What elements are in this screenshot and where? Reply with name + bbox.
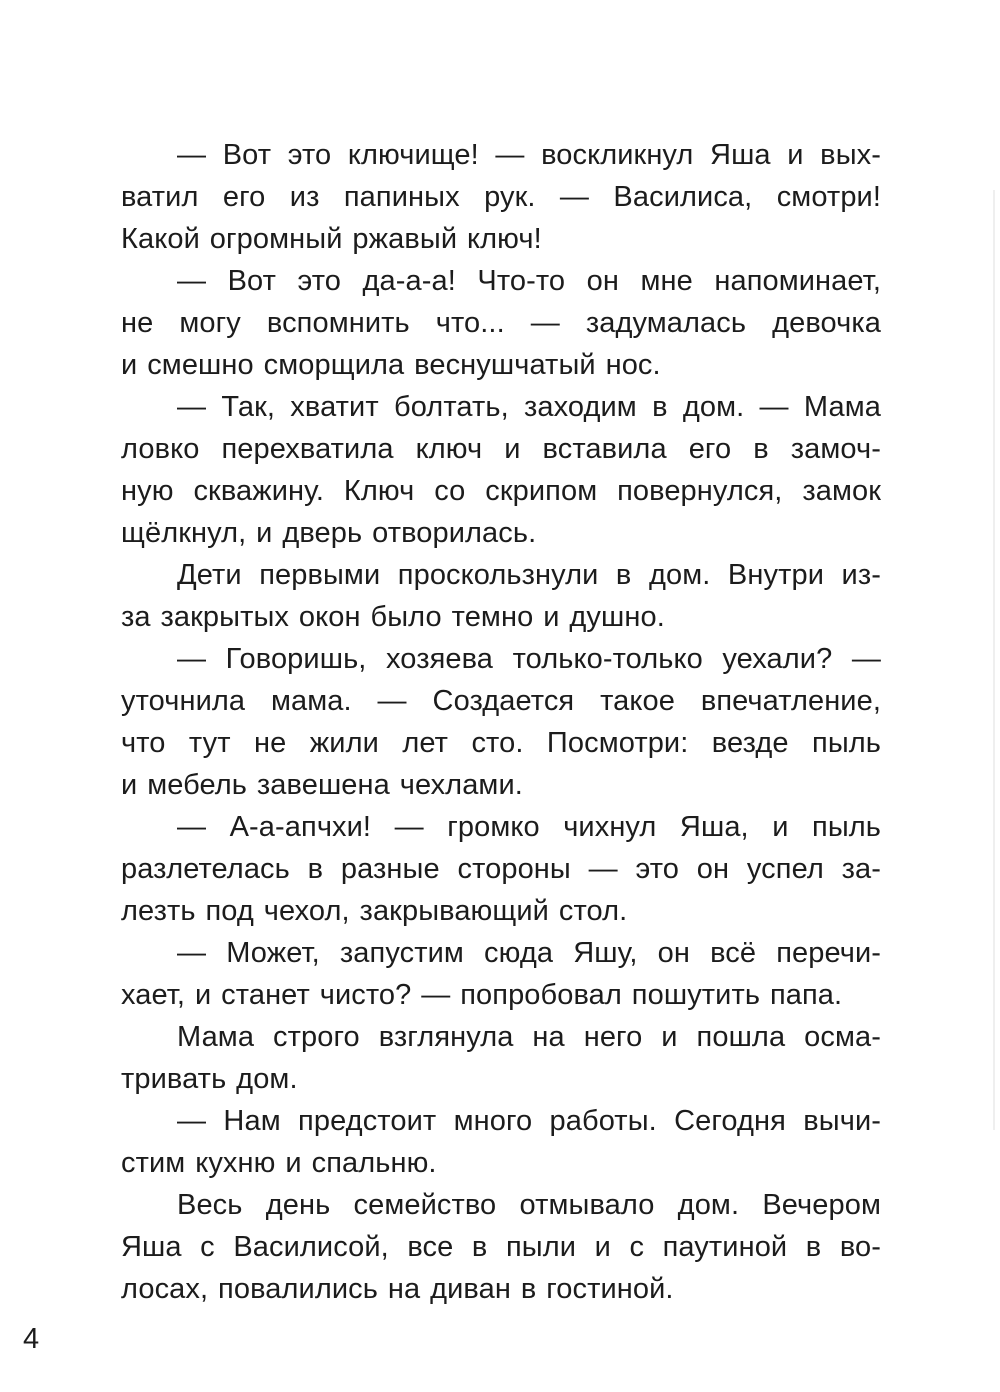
text-line: разлетелась в разные стороны — это он успел за-: [121, 853, 881, 885]
text-line: — А-а-апчхи! — громко чихнул Яша, и пыль: [177, 811, 881, 843]
page-number: 4: [23, 1323, 40, 1355]
text-line: и мебель завешена чехлами.: [121, 769, 523, 801]
paragraph: [121, 260, 881, 386]
paragraph: [121, 1184, 881, 1310]
text-line: — Нам предстоит много работы. Сегодня вычи-: [177, 1105, 881, 1137]
text-line: ную скважину. Ключ со скрипом повернулся, замок: [121, 475, 881, 507]
text-line: стим кухню и спальню.: [121, 1147, 437, 1179]
paragraph: [121, 1100, 881, 1184]
text-line: Весь день семейство отмывало дом. Вечером: [177, 1189, 881, 1221]
text-line: и смешно сморщила веснушчатый нос.: [121, 349, 661, 381]
paragraph: [121, 554, 881, 638]
scan-edge-artifact: [993, 190, 995, 1130]
text-line: тривать дом.: [121, 1063, 298, 1095]
text-line: Какой огромный ржавый ключ!: [121, 223, 542, 255]
text-line: что тут не жили лет сто. Посмотри: везде пыль: [121, 727, 881, 759]
text-line: уточнила мама. — Создается такое впечатление,: [121, 685, 881, 717]
text-line: лосах, повалились на диван в гостиной.: [121, 1273, 674, 1305]
paragraph: [121, 386, 881, 554]
text-line: не могу вспомнить что... — задумалась девочка: [121, 307, 881, 339]
text-line: — Говоришь, хозяева только-только уехали? —: [177, 643, 881, 675]
paragraph: [121, 932, 881, 1016]
text-line: Мама строго взглянула на него и пошла осма-: [177, 1021, 881, 1053]
text-line: лезть под чехол, закрывающий стол.: [121, 895, 628, 927]
paragraph: [121, 134, 881, 260]
paragraph: [121, 638, 881, 806]
text-line: — Вот это да-а-а! Что-то он мне напоминает,: [177, 265, 881, 297]
text-line: ловко перехватила ключ и вставила его в замоч-: [121, 433, 881, 465]
text-line: — Вот это ключище! — воскликнул Яша и вых-: [177, 139, 881, 171]
text-line: — Может, запустим сюда Яшу, он всё перечи-: [177, 937, 881, 969]
text-line: Яша с Василисой, все в пыли и с паутиной в во-: [121, 1231, 881, 1263]
text-line: Дети первыми проскользнули в дом. Внутри из-: [177, 559, 881, 591]
text-line: щёлкнул, и дверь отворилась.: [121, 517, 537, 549]
text-line: за закрытых окон было темно и душно.: [121, 601, 665, 633]
text-line: ватил его из папиных рук. — Василиса, смотри!: [121, 181, 881, 213]
text-line: хает, и станет чисто? — попробовал пошутить папа.: [121, 979, 843, 1011]
paragraph: [121, 806, 881, 932]
paragraph: [121, 1016, 881, 1100]
page-text: [121, 134, 881, 1310]
text-line: — Так, хватит болтать, заходим в дом. — Мама: [177, 391, 881, 423]
